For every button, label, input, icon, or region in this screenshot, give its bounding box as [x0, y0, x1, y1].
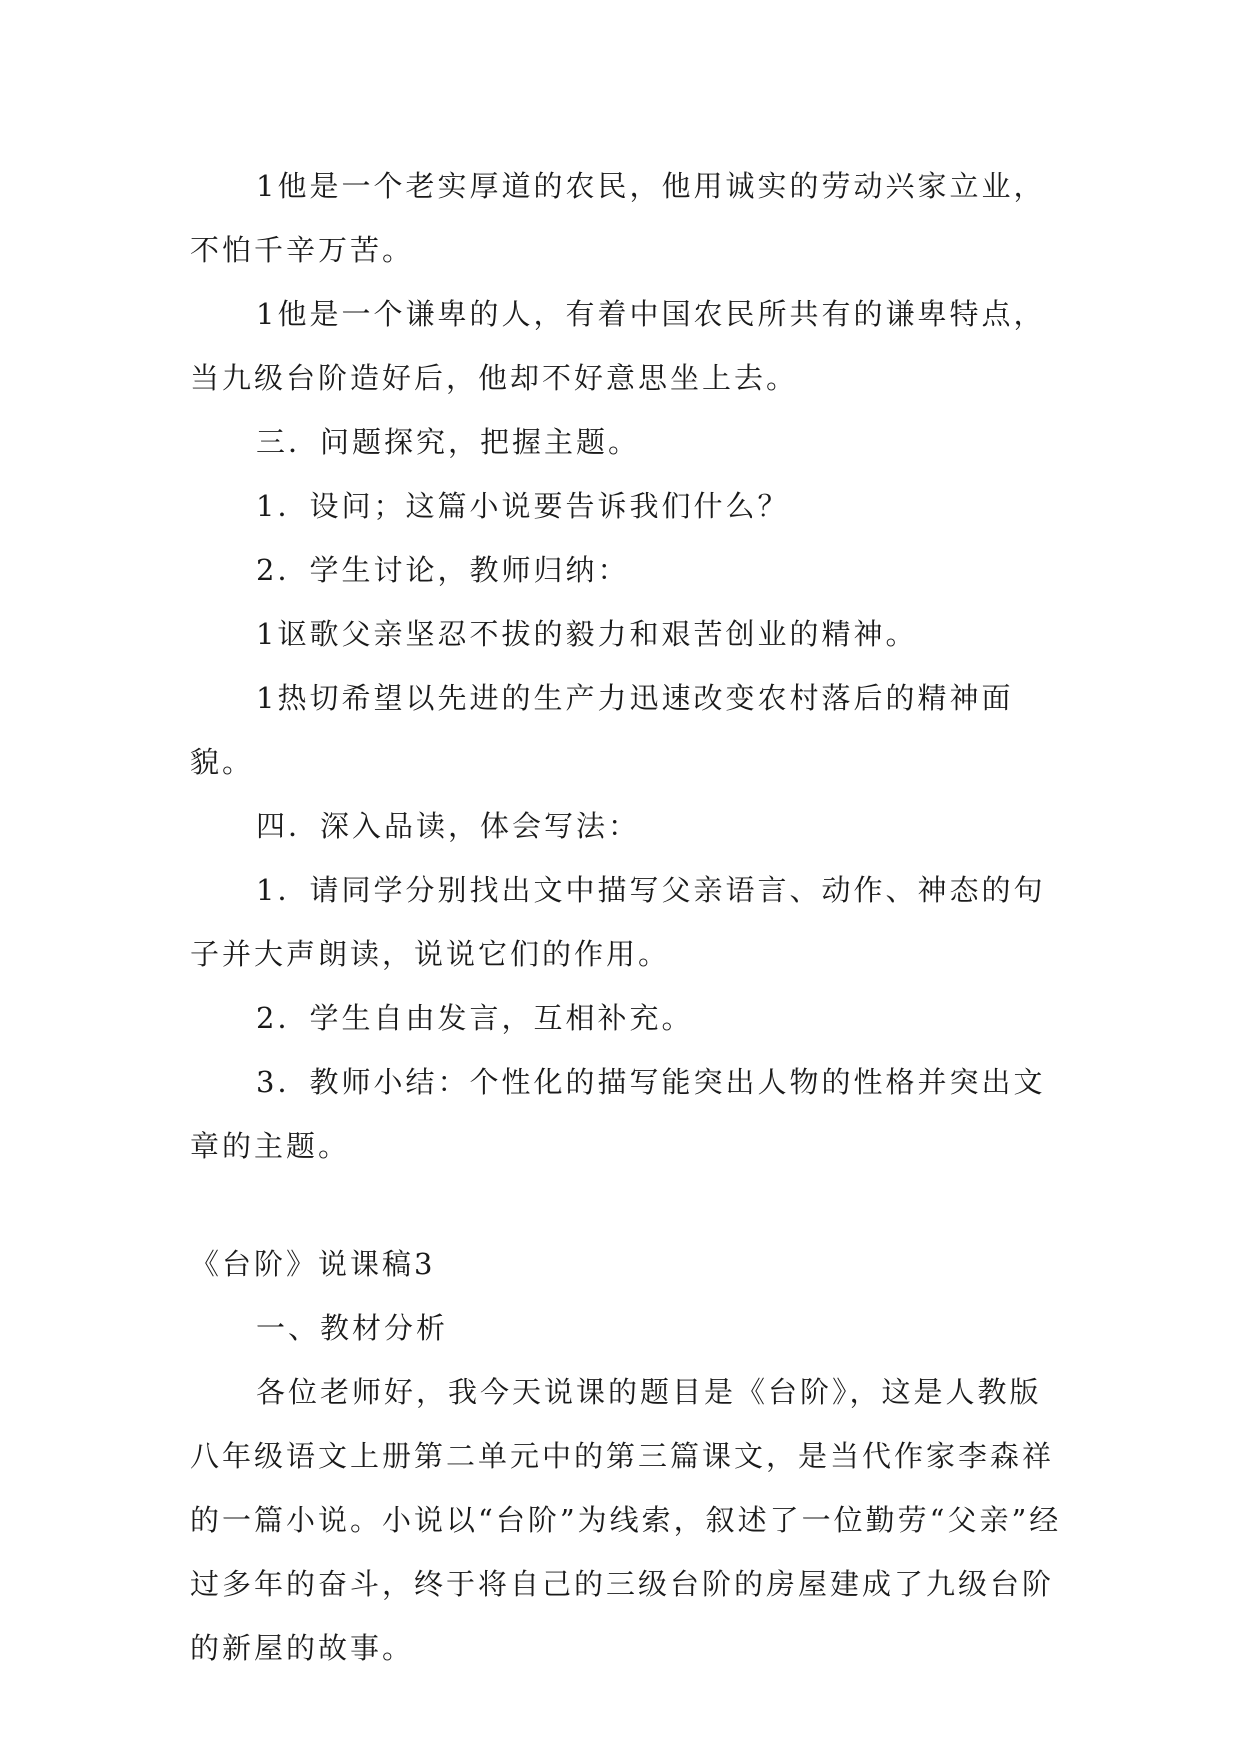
- paragraph: 1热切希望以先进的生产力迅速改变农村落后的精神面貌。: [190, 681, 1014, 779]
- paragraph: 三．问题探究，把握主题。: [256, 425, 641, 459]
- paragraph: 1讴歌父亲坚忍不拔的毅力和艰苦创业的精神。: [256, 617, 918, 651]
- paragraph: 2．学生讨论，教师归纳：: [256, 553, 630, 587]
- paragraph: 3．教师小结：个性化的描写能突出人物的性格并突出文章的主题。: [190, 1065, 1046, 1163]
- paragraph: 2．学生自由发言，互相补充。: [256, 1001, 694, 1035]
- section-title: 《台阶》说课稿3: [190, 1247, 436, 1281]
- paragraph: 四．深入品读，体会写法：: [256, 809, 641, 843]
- paragraph: 一、教材分析: [256, 1311, 449, 1345]
- paragraph: 各位老师好，我今天说课的题目是《台阶》，这是人教版八年级语文上册第二单元中的第三篇课文，是当代作家李森祥的一篇小说。小说以“台阶”为线索，叙述了一位勤劳“父亲”经过多年的奋斗，终于将自己的三级台阶的房屋建成了九级台阶的新屋的故事。: [190, 1375, 1062, 1665]
- paragraph: 1他是一个谦卑的人，有着中国农民所共有的谦卑特点，当九级台阶造好后，他却不好意思坐上去。: [190, 297, 1046, 395]
- paragraph: 1他是一个老实厚道的农民，他用诚实的劳动兴家立业，不怕千辛万苦。: [190, 169, 1046, 267]
- paragraph: 1．请同学分别找出文中描写父亲语言、动作、神态的句子并大声朗读，说说它们的作用。: [190, 873, 1046, 971]
- paragraph: 1．设问；这篇小说要告诉我们什么？: [256, 489, 790, 523]
